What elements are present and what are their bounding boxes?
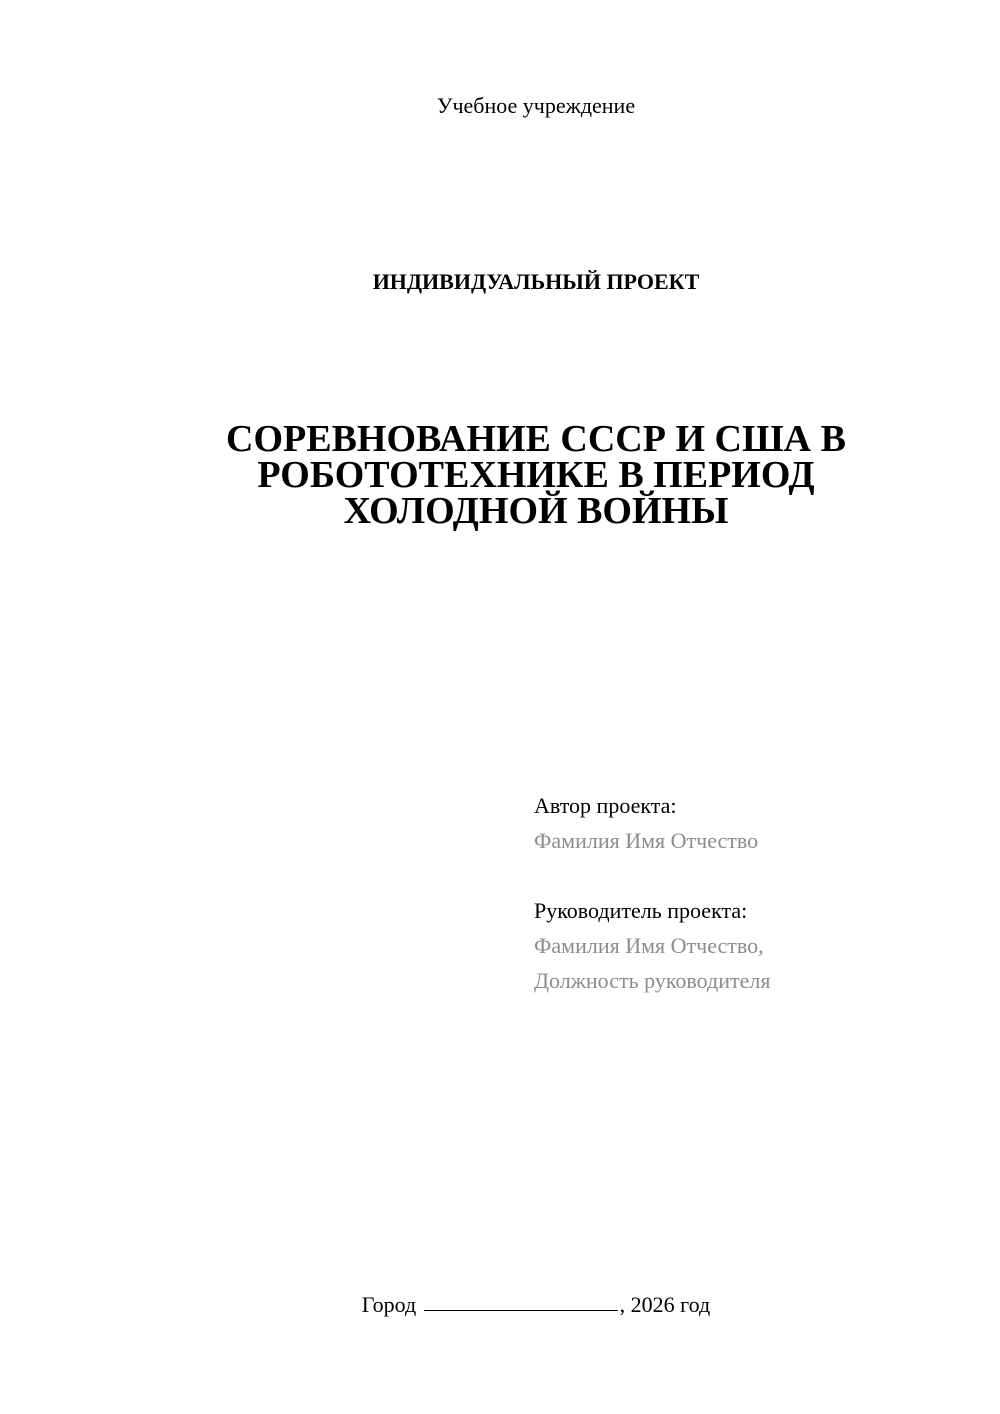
author-block	[534, 788, 758, 858]
author-name-placeholder: Фамилия Имя Отчество	[534, 828, 759, 853]
year-text: , 2026 год	[619, 1292, 711, 1317]
institution-name: Учебное учреждение	[436, 93, 636, 118]
supervisor-block	[534, 893, 770, 998]
project-title-line: ХОЛОДНОЙ ВОЙНЫ	[343, 490, 729, 532]
author-label: Автор проекта:	[534, 793, 677, 818]
city-label: Город	[361, 1292, 417, 1317]
city-blank-line	[424, 1288, 618, 1311]
project-type-heading: ИНДИВИДУАЛЬНЫЙ ПРОЕКТ	[372, 269, 700, 294]
project-title	[0, 418, 1000, 532]
supervisor-label: Руководитель проекта:	[534, 898, 748, 923]
supervisor-position-placeholder: Должность руководителя	[534, 968, 771, 993]
city-year-line	[0, 1289, 1000, 1320]
supervisor-name-placeholder: Фамилия Имя Отчество,	[534, 933, 764, 958]
project-title-line: РОБОТОТЕХНИКЕ В ПЕРИОД	[257, 454, 815, 496]
project-title-line: СОРЕВНОВАНИЕ СССР И США В	[226, 418, 846, 460]
